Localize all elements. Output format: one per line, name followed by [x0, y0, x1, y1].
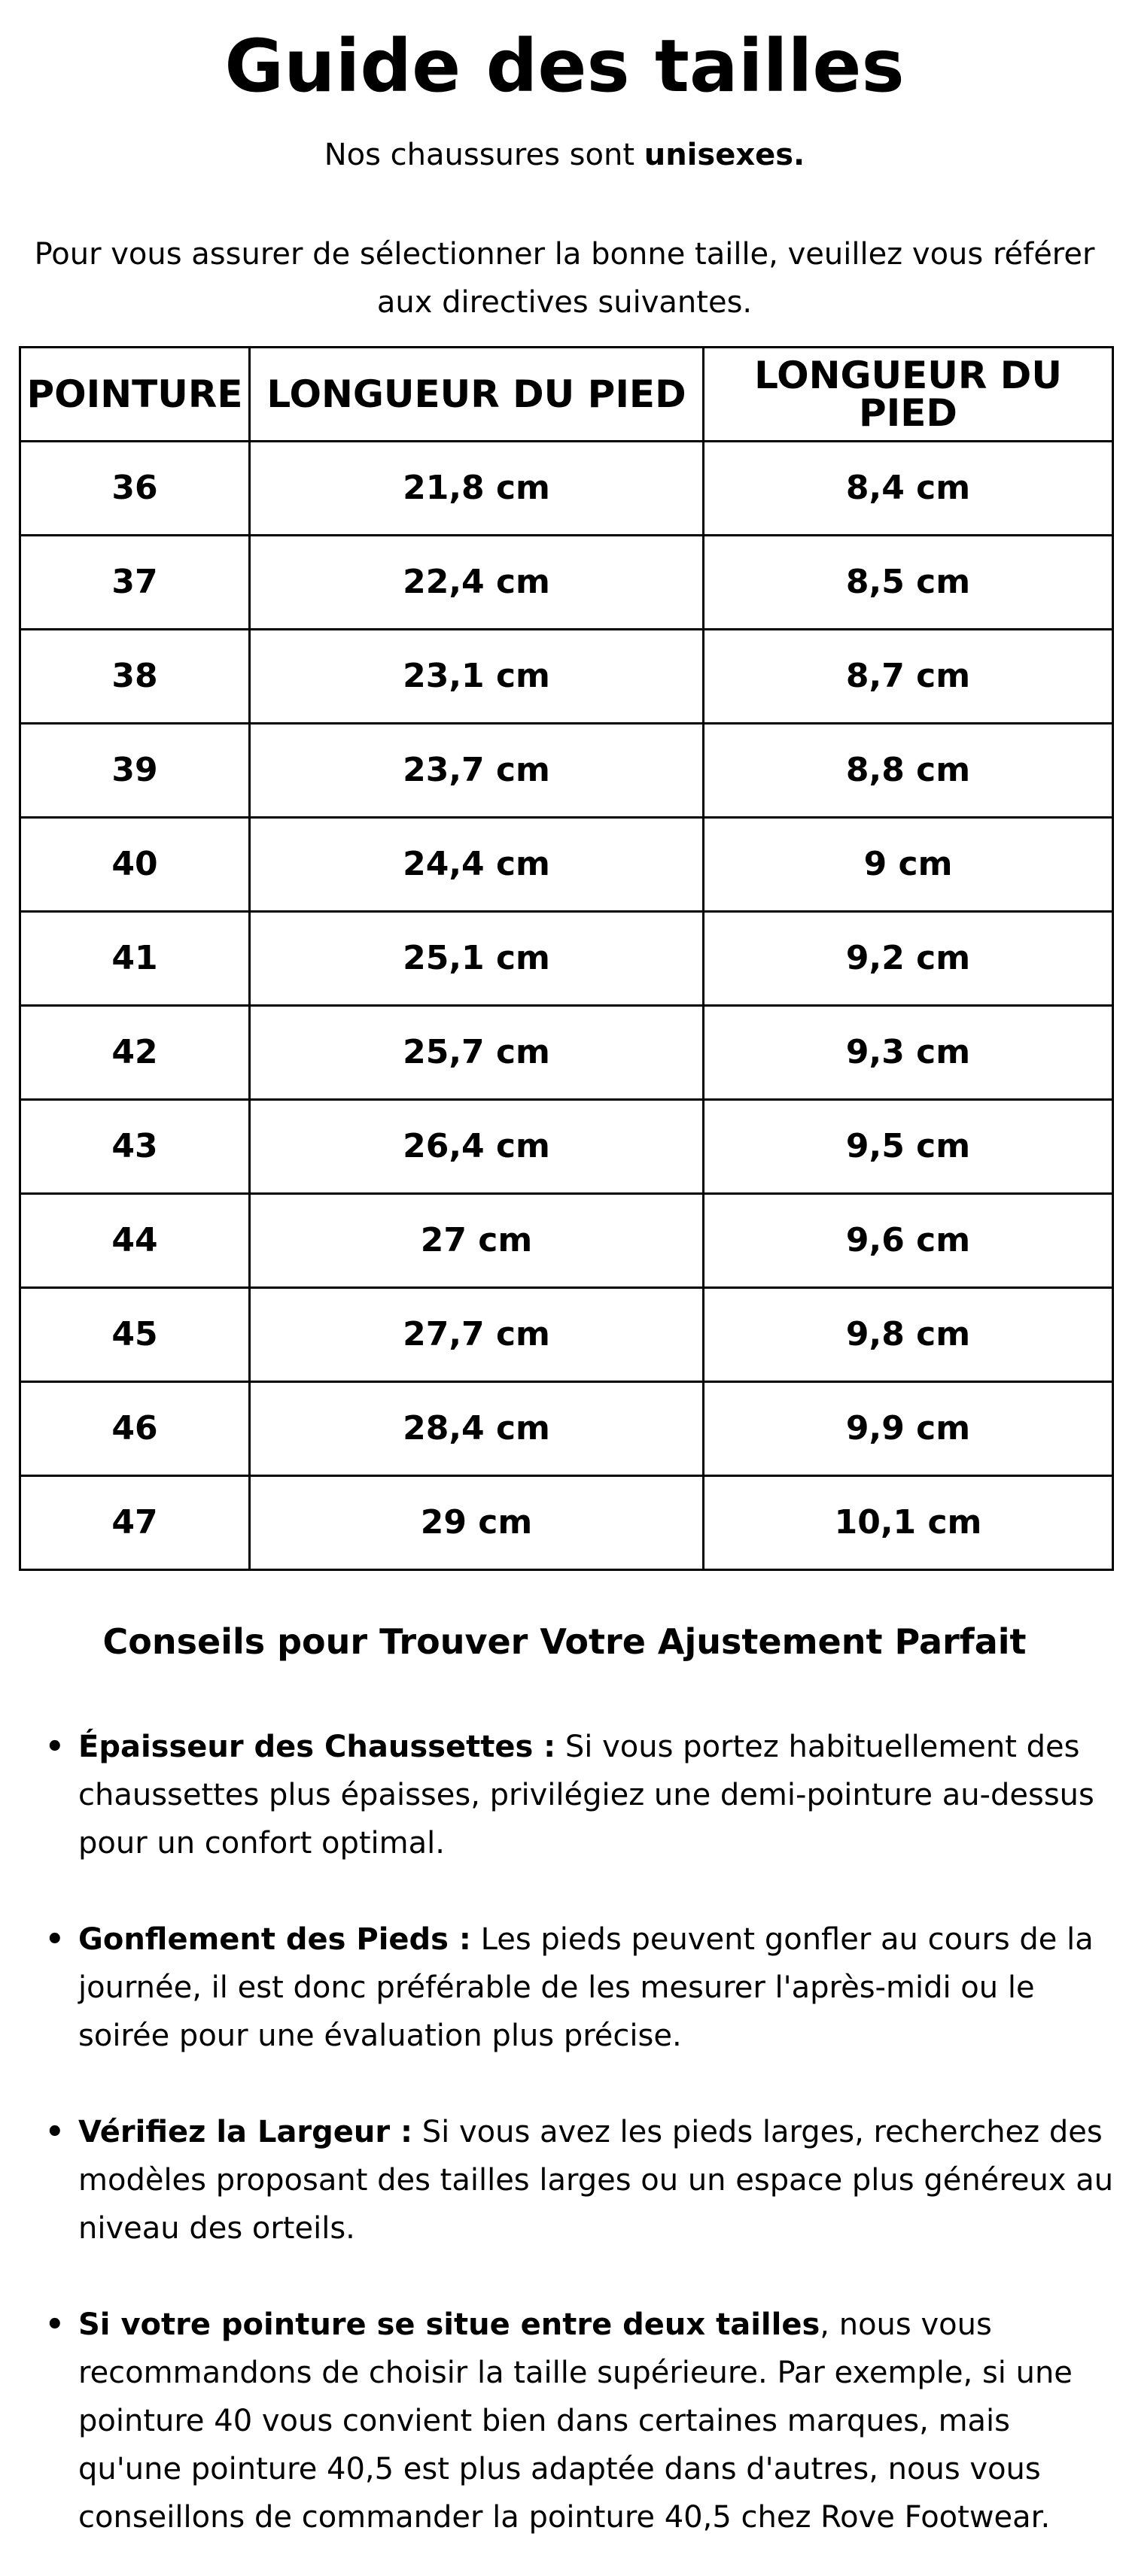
tip-label: Épaisseur des Chaussettes : [78, 1730, 556, 1764]
cell-length: 24,4 cm [250, 818, 704, 912]
header-pointure: POINTURE [20, 348, 250, 442]
table-header-row [20, 348, 1113, 442]
table-row [20, 536, 1113, 630]
table-row [20, 818, 1113, 912]
cell-size: 46 [20, 1382, 250, 1476]
table-row [20, 1194, 1113, 1288]
cell-width: 9,3 cm [704, 1006, 1113, 1100]
cell-length: 23,7 cm [250, 724, 704, 818]
size-table [19, 346, 1114, 1571]
tip-label: Vérifiez la Largeur : [78, 2115, 413, 2149]
table-row [20, 912, 1113, 1006]
tip-body [78, 1915, 1114, 2060]
tip-body [78, 2108, 1114, 2252]
cell-length: 29 cm [250, 1476, 704, 1570]
tip-sock-thickness [45, 1723, 1114, 1867]
cell-width: 9,6 cm [704, 1194, 1113, 1288]
cell-length: 27,7 cm [250, 1288, 704, 1382]
intro-text: Pour vous assurer de sélectionner la bonne taille, veuillez vous référer aux directives suivantes. [34, 237, 1095, 320]
cell-length: 21,8 cm [250, 442, 704, 536]
cell-width: 8,8 cm [704, 724, 1113, 818]
cell-size: 45 [20, 1288, 250, 1382]
table-row [20, 1382, 1113, 1476]
tip-text: , nous vous recommandons de choisir la taille supérieure. Par exemple, si une pointure 40 vous convient bien dans certaines marques, mais qu'une pointure 40,5 est plus adaptée dans d'autres, nous vous conseillons de commander la pointure 40,5 chez Rove Footwear. [78, 2307, 1073, 2535]
cell-width: 8,7 cm [704, 630, 1113, 724]
bullet-icon: • [45, 1730, 65, 1764]
bullet-icon: • [45, 1922, 65, 1957]
header-foot-width: LONGUEUR DU PIED [704, 348, 1113, 442]
table-row [20, 724, 1113, 818]
tip-text: Si vous avez les pieds larges, recherchez des modèles proposant des tailles larges ou un espace plus généreux au niveau des orteils. [78, 2115, 1114, 2246]
tip-between-sizes [45, 2301, 1114, 2541]
cell-size: 41 [20, 912, 250, 1006]
cell-length: 25,7 cm [250, 1006, 704, 1100]
table-row [20, 1476, 1113, 1570]
tip-text: Les pieds peuvent gonfler au cours de la journée, il est donc préférable de les mesurer l'après-midi ou le soirée pour une évaluation plus précise. [78, 1922, 1094, 2053]
subtitle [0, 132, 1129, 178]
cell-size: 37 [20, 536, 250, 630]
cell-width: 9,8 cm [704, 1288, 1113, 1382]
cell-length: 25,1 cm [250, 912, 704, 1006]
subtitle-emphasis: unisexes. [644, 138, 805, 172]
cell-width: 9 cm [704, 818, 1113, 912]
cell-width: 10,1 cm [704, 1476, 1113, 1570]
cell-length: 26,4 cm [250, 1100, 704, 1194]
cell-width: 8,5 cm [704, 536, 1113, 630]
cell-width: 9,5 cm [704, 1100, 1113, 1194]
tip-check-width [45, 2108, 1114, 2252]
cell-width: 9,2 cm [704, 912, 1113, 1006]
cell-length: 27 cm [250, 1194, 704, 1288]
cell-size: 36 [20, 442, 250, 536]
cell-size: 39 [20, 724, 250, 818]
tip-label: Gonflement des Pieds : [78, 1922, 471, 1957]
tips-heading: Conseils pour Trouver Votre Ajustement Parfait [102, 1621, 1027, 1662]
cell-size: 47 [20, 1476, 250, 1570]
bullet-icon: • [45, 2307, 65, 2342]
cell-length: 23,1 cm [250, 630, 704, 724]
cell-length: 22,4 cm [250, 536, 704, 630]
cell-size: 38 [20, 630, 250, 724]
table-row [20, 1006, 1113, 1100]
cell-width: 9,9 cm [704, 1382, 1113, 1476]
tip-body [78, 2301, 1114, 2541]
cell-length: 28,4 cm [250, 1382, 704, 1476]
cell-size: 40 [20, 818, 250, 912]
page-title: Guide des tailles [224, 24, 905, 108]
tip-body [78, 1723, 1114, 1867]
tip-label: Si votre pointure se situe entre deux tailles [78, 2307, 820, 2342]
table-row [20, 1100, 1113, 1194]
subtitle-prefix: Nos chaussures sont [324, 138, 644, 172]
cell-size: 42 [20, 1006, 250, 1100]
tip-text: Si vous portez habituellement des chaussettes plus épaisses, privilégiez une demi-pointure au-dessus pour un confort optimal. [78, 1730, 1094, 1861]
bullet-icon: • [45, 2115, 65, 2149]
header-foot-length: LONGUEUR DU PIED [250, 348, 704, 442]
table-row [20, 1288, 1113, 1382]
cell-width: 8,4 cm [704, 442, 1113, 536]
table-row [20, 630, 1113, 724]
cell-size: 43 [20, 1100, 250, 1194]
table-row [20, 442, 1113, 536]
cell-size: 44 [20, 1194, 250, 1288]
tip-foot-swelling [45, 1915, 1114, 2060]
